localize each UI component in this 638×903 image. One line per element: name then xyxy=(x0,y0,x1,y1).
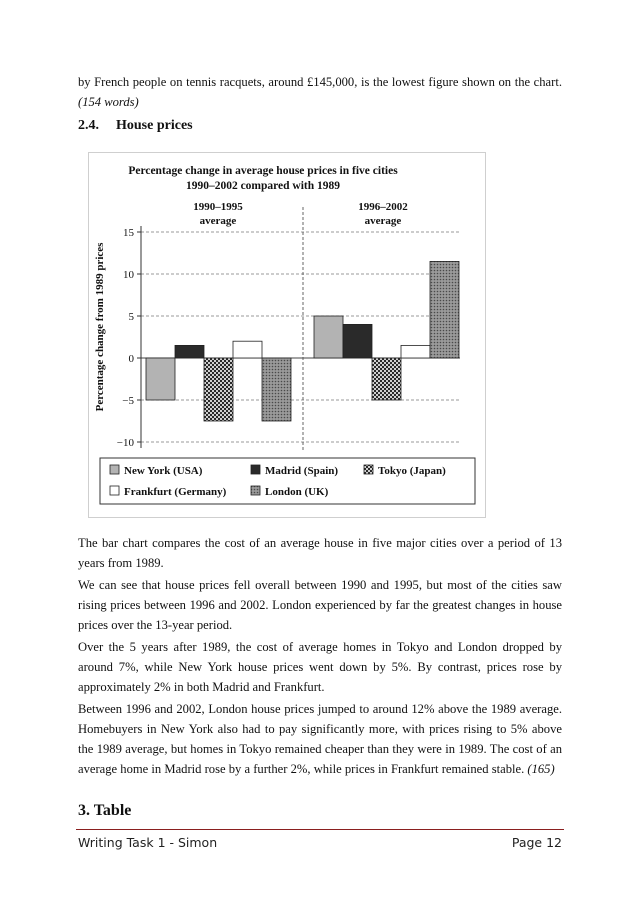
y-tick-label: 5 xyxy=(128,311,134,323)
y-tick-label: −5 xyxy=(122,395,134,407)
section-number: 2.4. xyxy=(78,118,99,133)
footer-title: Writing Task 1 - Simon xyxy=(78,835,218,850)
chart-title-line1: Percentage change in average house prices in five cities xyxy=(128,165,398,177)
intro-wordcount: (154 words) xyxy=(78,95,139,109)
legend-swatch xyxy=(110,465,119,474)
y-tick-label: 15 xyxy=(123,227,134,239)
legend-label: Madrid (Spain) xyxy=(265,465,339,477)
paragraph-4 xyxy=(78,699,562,779)
page-number: Page 12 xyxy=(511,835,562,850)
bar xyxy=(233,341,262,358)
chart-title-line2: 1990–2002 compared with 1989 xyxy=(185,180,341,192)
bar xyxy=(343,324,372,358)
bar xyxy=(401,345,430,358)
bar xyxy=(372,358,401,400)
next-section-heading: 3. Table xyxy=(78,802,132,819)
section-heading xyxy=(78,118,193,134)
footer-rule xyxy=(76,829,564,830)
bar xyxy=(146,358,175,400)
category-label: 1990–1995 xyxy=(193,201,243,213)
bar xyxy=(430,261,459,358)
bar xyxy=(314,316,343,358)
legend-label: London (UK) xyxy=(265,486,329,498)
y-tick-label: 10 xyxy=(123,269,134,281)
bar xyxy=(175,345,204,358)
chart-legend xyxy=(100,458,475,504)
legend-label: New York (USA) xyxy=(124,465,203,477)
paragraph-1: The bar chart compares the cost of an average house in five major cities over a period of 13 years from 1989. xyxy=(78,536,562,570)
legend-swatch xyxy=(110,486,119,495)
house-prices-bar-chart xyxy=(88,152,486,518)
paragraph-3: Over the 5 years after 1989, the cost of average homes in Tokyo and London dropped by around 7%, while New York house prices went down by 5%. By contrast, prices rose by approximately 2% in both Madrid and Frankfurt. xyxy=(78,640,562,694)
paragraph-2: We can see that house prices fell overall between 1990 and 1995, but most of the cities saw rising prices between 1996 and 2002. London experienced by far the greatest changes in house prices over the 13-year period. xyxy=(78,578,562,632)
category-label-sub: average xyxy=(199,215,237,227)
legend-swatch xyxy=(364,465,373,474)
bar xyxy=(204,358,233,421)
intro-text: by French people on tennis racquets, around £145,000, is the lowest figure shown on the chart. xyxy=(78,75,562,89)
y-tick-label: −10 xyxy=(116,437,134,449)
y-tick-label: 0 xyxy=(128,353,134,365)
y-axis-label: Percentage change from 1989 prices xyxy=(94,242,106,412)
intro-paragraph xyxy=(78,72,562,112)
paragraph-4-text: Between 1996 and 2002, London house prices jumped to around 12% above the 1989 average. Homebuyers in New York also had to pay significantly more, with prices rising to 5% above the 1989 average, but homes in Tokyo remained cheaper than they were in 1989. The cost of an average home in Madrid rose by a further 2%, while prices in Frankfurt remained stable. xyxy=(78,702,562,776)
page-footer xyxy=(78,835,562,850)
bar xyxy=(262,358,291,421)
category-label-sub: average xyxy=(364,215,402,227)
legend-label: Tokyo (Japan) xyxy=(378,465,446,477)
legend-label: Frankfurt (Germany) xyxy=(124,486,227,498)
legend-swatch xyxy=(251,465,260,474)
legend-swatch xyxy=(251,486,260,495)
paragraph-4-wordcount: (165) xyxy=(527,762,555,776)
section-title: House prices xyxy=(116,118,193,133)
category-label: 1996–2002 xyxy=(358,201,408,213)
